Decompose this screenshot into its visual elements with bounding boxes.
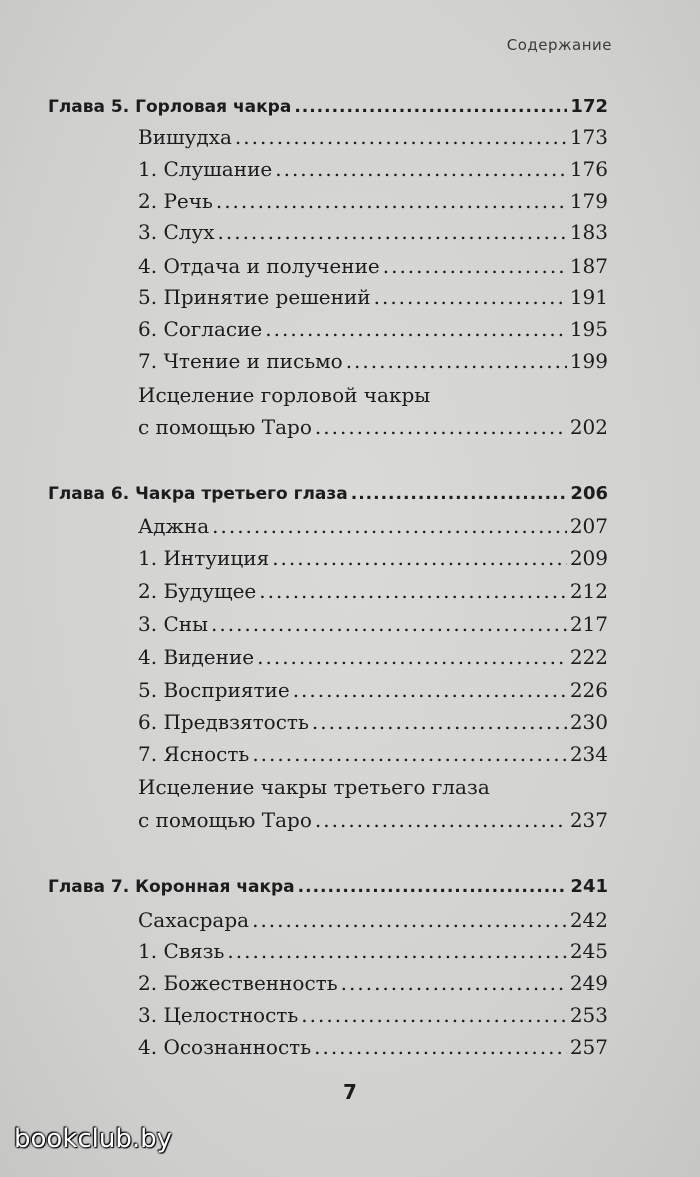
toc-entry xyxy=(138,543,608,573)
dot-leader xyxy=(298,872,568,902)
chapter-heading xyxy=(48,479,608,509)
page-number: 172 xyxy=(570,96,608,117)
dot-leader xyxy=(312,707,567,737)
entry-title: 1. Слушание xyxy=(138,157,273,181)
entry-title: 3. Слух xyxy=(138,220,215,244)
page-number: 245 xyxy=(569,939,608,963)
dot-leader xyxy=(227,936,566,966)
dot-leader xyxy=(315,805,567,835)
dot-leader xyxy=(275,154,567,184)
page-number: 237 xyxy=(569,808,608,832)
entry-title: Аджна xyxy=(138,514,210,538)
page-number: 249 xyxy=(569,971,608,995)
dot-leader xyxy=(252,905,567,935)
toc-entry xyxy=(138,707,608,737)
page-number: 207 xyxy=(569,514,608,538)
dot-leader xyxy=(293,675,567,705)
dot-leader xyxy=(346,346,567,376)
toc-entry xyxy=(138,314,608,344)
dot-leader xyxy=(341,968,567,998)
page-number: 234 xyxy=(569,742,608,766)
page-number: 187 xyxy=(569,254,608,278)
running-head: Содержание xyxy=(506,36,612,54)
dot-leader xyxy=(272,543,567,573)
toc-entry xyxy=(138,282,608,312)
page-number: 202 xyxy=(569,415,608,439)
page-number: 226 xyxy=(569,678,608,702)
page-number: 199 xyxy=(569,349,608,373)
toc-entry xyxy=(138,576,608,606)
toc-entry xyxy=(138,154,608,184)
page-number: 206 xyxy=(570,483,608,504)
toc-entry xyxy=(138,905,608,935)
entry-title: 7. Ясность xyxy=(138,742,250,766)
toc-entry xyxy=(138,511,608,541)
toc-entry xyxy=(138,936,608,966)
page-number: 209 xyxy=(569,546,608,570)
entry-title: Вишудха xyxy=(138,125,232,149)
chapter-title: Глава 5. Горловая чакра xyxy=(48,97,292,117)
page-number: 222 xyxy=(569,645,608,669)
site-watermark: bookclub.by xyxy=(14,1124,173,1154)
entry-title: Сахасрара xyxy=(138,908,250,932)
entry-title: с помощью Таро xyxy=(138,415,312,439)
dot-leader xyxy=(314,1032,567,1062)
toc-entry xyxy=(138,805,608,835)
toc-entry xyxy=(138,122,608,152)
toc-entry xyxy=(138,251,608,281)
toc-entry xyxy=(138,968,608,998)
page-number: 212 xyxy=(569,579,608,603)
dot-leader xyxy=(257,642,567,672)
chapter-title: Глава 6. Чакра третьего глаза xyxy=(48,484,348,504)
dot-leader xyxy=(294,92,567,122)
entry-title: 2. Речь xyxy=(138,189,213,213)
page-number: 217 xyxy=(569,612,608,636)
entry-title: 5. Восприятие xyxy=(138,678,290,702)
chapter-title: Глава 7. Коронная чакра xyxy=(48,877,295,897)
page-number: 195 xyxy=(569,317,608,341)
dot-leader xyxy=(315,412,567,442)
dot-leader xyxy=(216,186,567,216)
toc-entry xyxy=(138,739,608,769)
entry-title: 1. Интуиция xyxy=(138,546,270,570)
page-number: 183 xyxy=(569,220,608,244)
dot-leader xyxy=(301,1000,567,1030)
page-number: 230 xyxy=(569,710,608,734)
page-number: 179 xyxy=(569,189,608,213)
toc-entry xyxy=(138,346,608,376)
entry-title: 2. Божественность xyxy=(138,971,338,995)
dot-leader xyxy=(212,511,567,541)
toc-entry xyxy=(138,186,608,216)
page-number: 191 xyxy=(569,285,608,309)
page-number: 176 xyxy=(569,157,608,181)
dot-leader xyxy=(374,282,567,312)
entry-title: 7. Чтение и письмо xyxy=(138,349,343,373)
entry-title: 3. Сны xyxy=(138,612,208,636)
chapter-heading xyxy=(48,92,608,122)
toc-entry xyxy=(138,217,608,247)
toc-entry xyxy=(138,1000,608,1030)
page-number: 173 xyxy=(569,125,608,149)
dot-leader xyxy=(235,122,567,152)
chapter-heading xyxy=(48,872,608,902)
entry-title: 4. Отдача и получение xyxy=(138,254,380,278)
toc-entry xyxy=(138,642,608,672)
dot-leader xyxy=(259,576,567,606)
page-folio: 7 xyxy=(343,1080,357,1104)
dot-leader xyxy=(211,609,567,639)
entry-title-line: Исцеление горловой чакры xyxy=(138,383,431,407)
dot-leader xyxy=(218,217,567,247)
toc-entry xyxy=(138,412,608,442)
entry-title: 2. Будущее xyxy=(138,579,257,603)
entry-title: с помощью Таро xyxy=(138,808,312,832)
dot-leader xyxy=(383,251,567,281)
toc-entry xyxy=(138,1032,608,1062)
entry-title-line: Исцеление чакры третьего глаза xyxy=(138,775,490,799)
dot-leader xyxy=(265,314,567,344)
entry-title: 1. Связь xyxy=(138,939,225,963)
entry-title: 4. Видение xyxy=(138,645,255,669)
page-number: 253 xyxy=(569,1003,608,1027)
page-number: 242 xyxy=(569,908,608,932)
dot-leader xyxy=(252,739,566,769)
toc-entry xyxy=(138,675,608,705)
entry-title: 6. Предвзятость xyxy=(138,710,309,734)
entry-title: 5. Принятие решений xyxy=(138,285,371,309)
entry-title: 4. Осознанность xyxy=(138,1035,312,1059)
page-number: 241 xyxy=(570,876,608,897)
page-number: 257 xyxy=(569,1035,608,1059)
dot-leader xyxy=(351,479,568,509)
entry-title: 3. Целостность xyxy=(138,1003,299,1027)
entry-title: 6. Согласие xyxy=(138,317,263,341)
toc-entry xyxy=(138,609,608,639)
